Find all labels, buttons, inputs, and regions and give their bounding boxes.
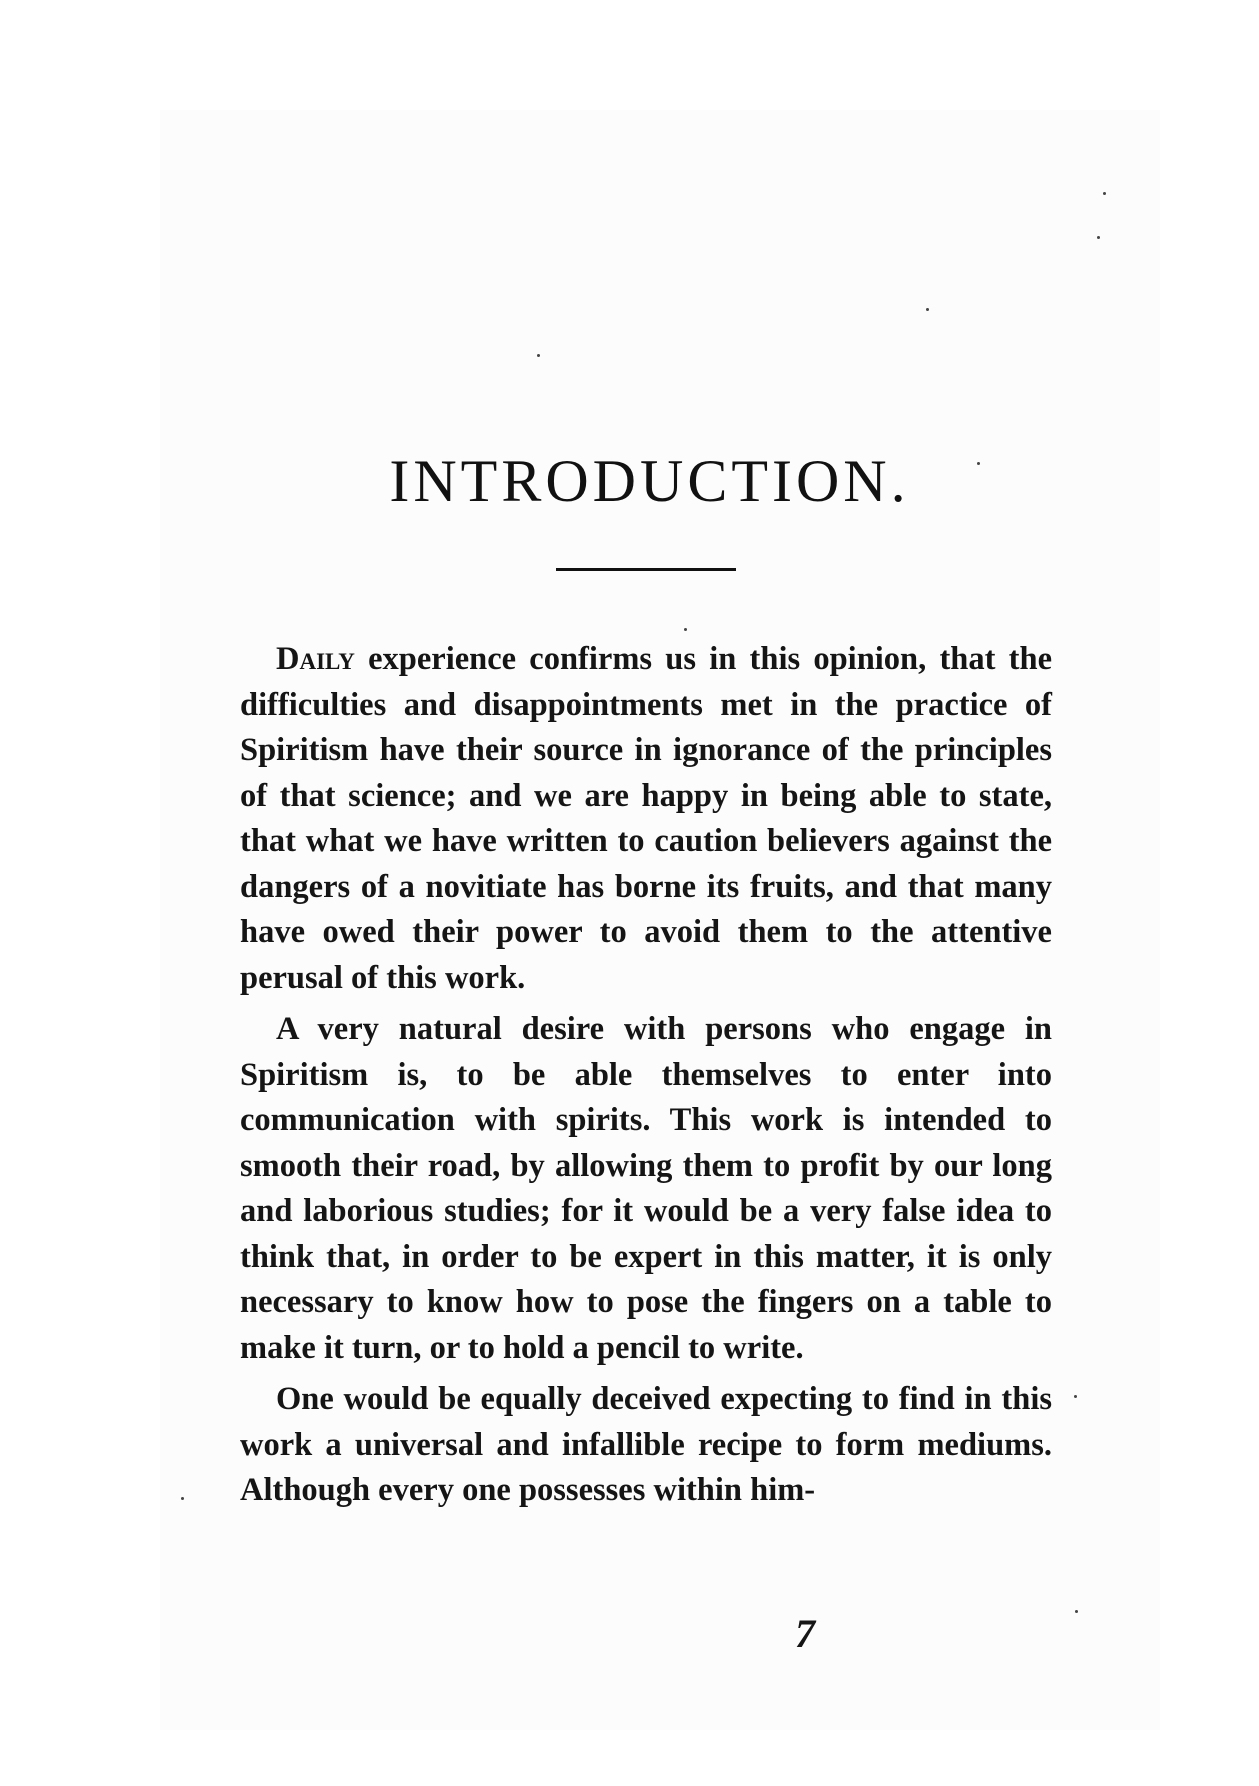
body-text <box>240 637 1052 1520</box>
scan-speck <box>977 462 980 465</box>
scan-speck <box>1097 236 1100 239</box>
scan-speck <box>1103 192 1106 195</box>
paragraph-1 <box>240 637 1052 1001</box>
title-rule-divider <box>556 568 736 571</box>
paragraph-3: One would be equally deceived expecting to find in this work a universal and infallible recipe to form mediums. Although every one possesses within him- <box>240 1381 1052 1508</box>
scan-speck <box>684 628 687 631</box>
scan-speck <box>1074 1395 1077 1398</box>
paragraph-1-text: experience confirms us in this opinion, that the difficulties and disappointments met in the practice of Spiritism have their source in ignorance of the principles of that science; and we are happy in being able to state, that what we have written to caution believers against the dangers of a novitiate has borne its fruits, and that many have owed their power to avoid them to the attentive perusal of this work. <box>240 641 1052 996</box>
page-number: 7 <box>795 1611 815 1656</box>
scan-speck <box>926 308 929 311</box>
scan-speck <box>537 354 540 357</box>
lead-word: Daily <box>276 641 355 677</box>
chapter-title: INTRODUCTION. <box>389 448 910 514</box>
scan-speck <box>181 1497 184 1500</box>
scan-speck <box>1075 1610 1078 1613</box>
paragraph-2: A very natural desire with persons who engage in Spiritism is, to be able themselves to enter into communication with spirits. This work is intended to smooth their road, by allowing them to profit by our long and laborious studies; for it would be a very false idea to think that, in order to be expert in this matter, it is only necessary to know how to pose the fingers on a table to make it turn, or to hold a pencil to write. <box>240 1011 1052 1366</box>
